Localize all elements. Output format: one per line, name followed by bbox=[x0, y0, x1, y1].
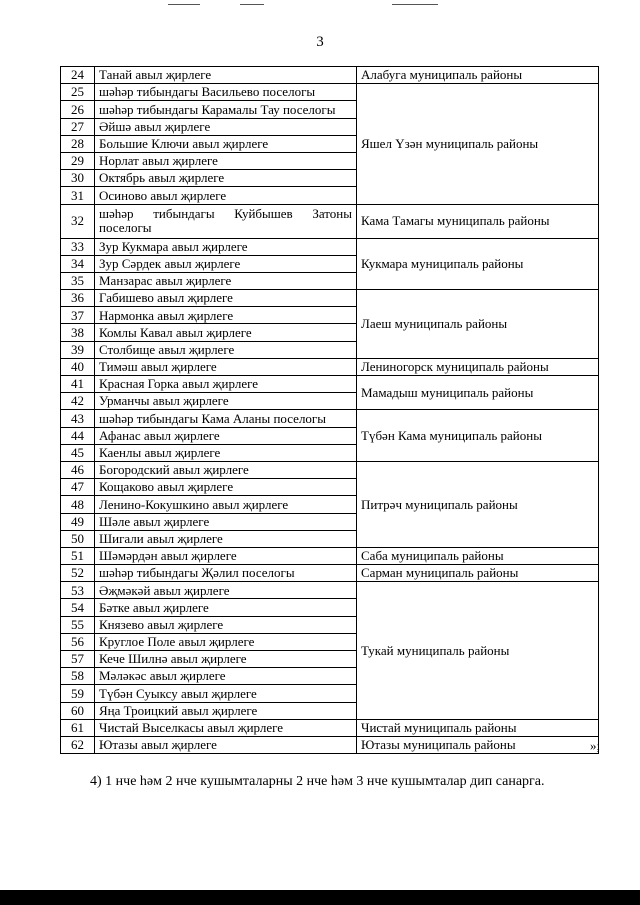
scan-bottom-edge bbox=[0, 890, 640, 905]
settlement-name: Норлат авыл җирлеге bbox=[95, 152, 357, 169]
table-row bbox=[61, 736, 599, 753]
settlement-name: шәһәр тибындагы Җәлил поселогы bbox=[95, 565, 357, 582]
row-number: 45 bbox=[61, 444, 95, 461]
row-number: 62 bbox=[61, 736, 95, 753]
settlement-name: Столбище авыл җирлеге bbox=[95, 341, 357, 358]
row-number: 46 bbox=[61, 461, 95, 478]
row-number: 35 bbox=[61, 272, 95, 289]
settlement-name: Урманчы авыл җирлеге bbox=[95, 393, 357, 410]
row-number: 47 bbox=[61, 479, 95, 496]
row-number: 24 bbox=[61, 67, 95, 84]
table-row bbox=[61, 84, 599, 101]
scan-top-line-left bbox=[168, 4, 200, 5]
row-number: 26 bbox=[61, 101, 95, 118]
row-number: 57 bbox=[61, 651, 95, 668]
row-number: 25 bbox=[61, 84, 95, 101]
row-number: 44 bbox=[61, 427, 95, 444]
district-name: Чистай муниципаль районы bbox=[357, 719, 599, 736]
settlement-name: Түбән Суыксу авыл җирлеге bbox=[95, 685, 357, 702]
table-row bbox=[61, 461, 599, 478]
row-number: 59 bbox=[61, 685, 95, 702]
scan-top-line-mid bbox=[240, 4, 264, 5]
settlement-name: Кече Шилнә авыл җирлеге bbox=[95, 651, 357, 668]
settlement-name: Зур Сәрдек авыл җирлеге bbox=[95, 255, 357, 272]
settlement-name: шәһәр тибындагы Куйбышев Затоны поселогы bbox=[95, 204, 357, 238]
table-row bbox=[61, 547, 599, 564]
settlement-name: Мәләкәс авыл җирлеге bbox=[95, 668, 357, 685]
settlement-name: Габишево авыл җирлеге bbox=[95, 290, 357, 307]
settlement-name: Чистай Выселкасы авыл җирлеге bbox=[95, 719, 357, 736]
settlement-name: Большие Ключи авыл җирлеге bbox=[95, 135, 357, 152]
settlement-name: Нармонка авыл җирлеге bbox=[95, 307, 357, 324]
row-number: 50 bbox=[61, 530, 95, 547]
settlement-name: Красная Горка авыл җирлеге bbox=[95, 376, 357, 393]
row-number: 56 bbox=[61, 633, 95, 650]
district-name: Кама Тамагы муниципаль районы bbox=[357, 204, 599, 238]
table-row bbox=[61, 358, 599, 375]
settlement-name: Октябрь авыл җирлеге bbox=[95, 170, 357, 187]
settlement-name: Яңа Троицкий авыл җирлеге bbox=[95, 702, 357, 719]
row-number: 51 bbox=[61, 547, 95, 564]
settlement-name: Афанас авыл җирлеге bbox=[95, 427, 357, 444]
settlement-name: Круглое Поле авыл җирлеге bbox=[95, 633, 357, 650]
row-number: 53 bbox=[61, 582, 95, 599]
scan-top-line-right bbox=[392, 4, 438, 5]
row-number: 34 bbox=[61, 255, 95, 272]
row-number: 43 bbox=[61, 410, 95, 427]
settlement-name: Зур Кукмара авыл җирлеге bbox=[95, 238, 357, 255]
settlement-name: Бәтке авыл җирлеге bbox=[95, 599, 357, 616]
settlement-name: Осиново авыл җирлеге bbox=[95, 187, 357, 204]
row-number: 48 bbox=[61, 496, 95, 513]
table-row bbox=[61, 719, 599, 736]
page-number: 3 bbox=[316, 34, 324, 50]
row-number: 38 bbox=[61, 324, 95, 341]
row-number: 33 bbox=[61, 238, 95, 255]
settlement-name: Тимәш авыл җирлеге bbox=[95, 358, 357, 375]
row-number: 52 bbox=[61, 565, 95, 582]
row-number: 29 bbox=[61, 152, 95, 169]
municipality-table bbox=[60, 66, 599, 754]
settlement-name: Танай авыл җирлеге bbox=[95, 67, 357, 84]
row-number: 27 bbox=[61, 118, 95, 135]
row-number: 41 bbox=[61, 376, 95, 393]
district-name: Тукай муниципаль районы bbox=[357, 582, 599, 720]
municipality-table-body bbox=[61, 67, 599, 754]
row-number: 61 bbox=[61, 719, 95, 736]
settlement-name: Шәле авыл җирлеге bbox=[95, 513, 357, 530]
table-row bbox=[61, 376, 599, 393]
district-name: Лаеш муниципаль районы bbox=[357, 290, 599, 359]
settlement-name: шәһәр тибындагы Васильево поселогы bbox=[95, 84, 357, 101]
settlement-name: Комлы Кавал авыл җирлеге bbox=[95, 324, 357, 341]
settlement-name: Богородский авыл җирлеге bbox=[95, 461, 357, 478]
settlement-name: Князево авыл җирлеге bbox=[95, 616, 357, 633]
settlement-name: Әҗмәкәй авыл җирлеге bbox=[95, 582, 357, 599]
row-number: 60 bbox=[61, 702, 95, 719]
district-name: Мамадыш муниципаль районы bbox=[357, 376, 599, 410]
settlement-name: Кощаково авыл җирлеге bbox=[95, 479, 357, 496]
settlement-name: Әйшә авыл җирлеге bbox=[95, 118, 357, 135]
settlement-name: Ютазы авыл җирлеге bbox=[95, 736, 357, 753]
table-row bbox=[61, 565, 599, 582]
table-row bbox=[61, 410, 599, 427]
row-number: 49 bbox=[61, 513, 95, 530]
table-row bbox=[61, 204, 599, 238]
district-name: Питрәч муниципаль районы bbox=[357, 461, 599, 547]
row-number: 40 bbox=[61, 358, 95, 375]
row-number: 39 bbox=[61, 341, 95, 358]
table-row bbox=[61, 238, 599, 255]
row-number: 55 bbox=[61, 616, 95, 633]
row-number: 37 bbox=[61, 307, 95, 324]
row-number: 31 bbox=[61, 187, 95, 204]
row-number: 30 bbox=[61, 170, 95, 187]
district-name: Лениногорск муниципаль районы bbox=[357, 358, 599, 375]
row-number: 36 bbox=[61, 290, 95, 307]
settlement-name: Ленино-Кокушкино авыл җирлеге bbox=[95, 496, 357, 513]
closing-quote: »; bbox=[590, 738, 601, 753]
row-number: 42 bbox=[61, 393, 95, 410]
district-name: Кукмара муниципаль районы bbox=[357, 238, 599, 290]
amendment-paragraph: 4) 1 нче һәм 2 нче кушымталарны 2 нче һәм 3 нче кушымталар дип санарга. bbox=[90, 774, 545, 789]
table-row bbox=[61, 67, 599, 84]
row-number: 54 bbox=[61, 599, 95, 616]
settlement-name: шәһәр тибындагы Кама Аланы поселогы bbox=[95, 410, 357, 427]
settlement-name: Шигали авыл җирлеге bbox=[95, 530, 357, 547]
row-number: 32 bbox=[61, 204, 95, 238]
district-name: Түбән Кама муниципаль районы bbox=[357, 410, 599, 462]
district-name: Саба муниципаль районы bbox=[357, 547, 599, 564]
district-name: Яшел Үзән муниципаль районы bbox=[357, 84, 599, 204]
table-row bbox=[61, 290, 599, 307]
settlement-name: Каенлы авыл җирлеге bbox=[95, 444, 357, 461]
row-number: 28 bbox=[61, 135, 95, 152]
table-row bbox=[61, 582, 599, 599]
district-name: Сарман муниципаль районы bbox=[357, 565, 599, 582]
settlement-name: Шәмәрдән авыл җирлеге bbox=[95, 547, 357, 564]
settlement-name: шәһәр тибындагы Карамалы Тау поселогы bbox=[95, 101, 357, 118]
district-name: Алабуга муниципаль районы bbox=[357, 67, 599, 84]
row-number: 58 bbox=[61, 668, 95, 685]
district-name: Ютазы муниципаль районы bbox=[357, 736, 599, 753]
settlement-name: Манзарас авыл җирлеге bbox=[95, 272, 357, 289]
